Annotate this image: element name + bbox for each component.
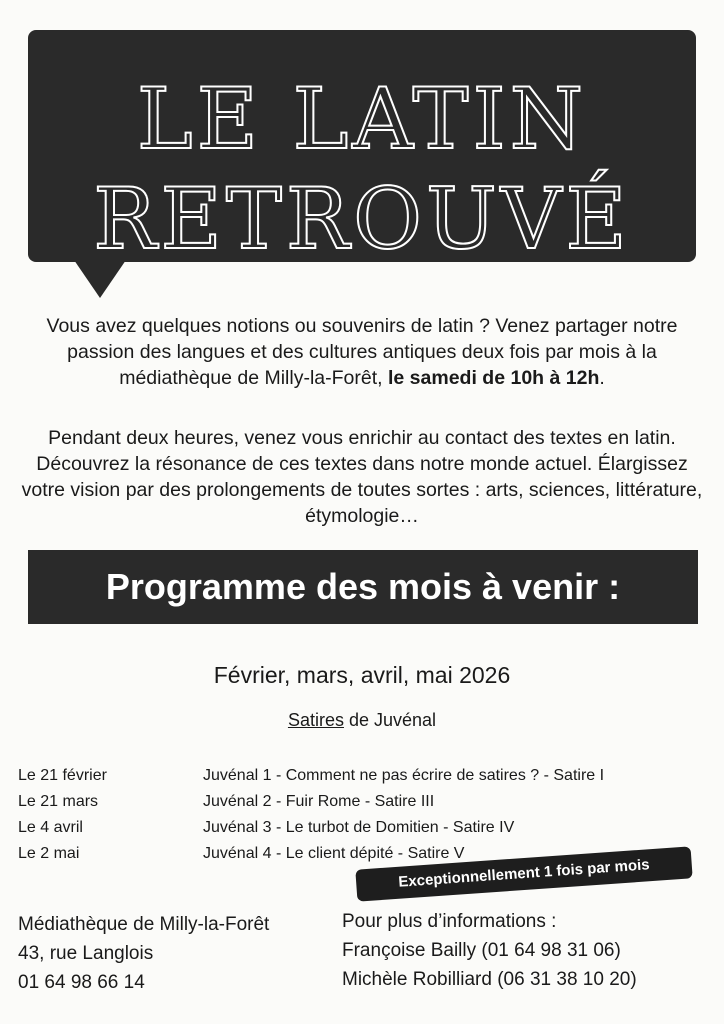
title-line-2: RETROUVÉ xyxy=(93,170,631,268)
session-topic: Juvénal 3 - Le turbot de Domitien - Satire IV xyxy=(203,819,515,836)
venue-phone: 01 64 98 66 14 xyxy=(18,972,145,993)
subtitle-underlined: Satires xyxy=(287,710,344,730)
session-date: Le 21 mars xyxy=(18,793,99,810)
intro-schedule-bold: le samedi de 10h à 12h xyxy=(388,367,600,389)
info-label: Pour plus d’informations : xyxy=(342,911,557,932)
venue-street: 43, rue Langlois xyxy=(18,943,154,964)
contact-info xyxy=(342,907,637,994)
session-topic: Juvénal 1 - Comment ne pas écrire de satires ? - Satire I xyxy=(203,767,605,784)
schedule-row xyxy=(18,763,708,789)
title-banner xyxy=(28,30,696,268)
venue-name: Médiathèque de Milly-la-Forêt xyxy=(18,914,270,935)
monthly-notice-badge: Exceptionnellement 1 fois par mois xyxy=(355,846,692,901)
session-date: Le 21 février xyxy=(18,767,107,784)
session-date: Le 2 mai xyxy=(18,845,80,862)
intro-paragraph-1 xyxy=(20,313,704,391)
venue-address xyxy=(18,910,269,997)
contact-person-2: Michèle Robilliard (06 31 38 10 20) xyxy=(342,969,637,990)
session-date: Le 4 avril xyxy=(18,819,83,836)
months-heading: Février, mars, avril, mai 2026 xyxy=(213,662,511,688)
subtitle-rest: de Juvénal xyxy=(343,710,437,730)
schedule-row xyxy=(18,815,708,841)
intro-paragraph-2: Pendant deux heures, venez vous enrichir au contact des textes en latin. Découvrez la résonance de ces textes dans notre monde actuel. Élargissez votre vision par des prolongements de toutes sortes : arts, sciences, littérature, étymologie… xyxy=(21,427,703,527)
contact-person-1: Françoise Bailly (01 64 98 31 06) xyxy=(342,940,621,961)
schedule-row xyxy=(18,789,708,815)
title-line-1: LE LATIN xyxy=(136,70,588,168)
session-topic: Juvénal 4 - Le client dépité - Satire V xyxy=(203,845,465,862)
programme-subtitle xyxy=(0,710,724,731)
session-topic: Juvénal 2 - Fuir Rome - Satire III xyxy=(203,793,435,810)
intro-text-1: Vous avez quelques notions ou souvenirs de latin ? Venez partager notre passion des langues et des cultures antiques deux fois par mois à la médiathèque de Milly-la-Forêt, xyxy=(46,315,678,389)
speech-bubble-tail xyxy=(74,260,126,298)
programme-banner: Programme des mois à venir : xyxy=(28,550,698,624)
intro-end: . xyxy=(599,367,605,389)
